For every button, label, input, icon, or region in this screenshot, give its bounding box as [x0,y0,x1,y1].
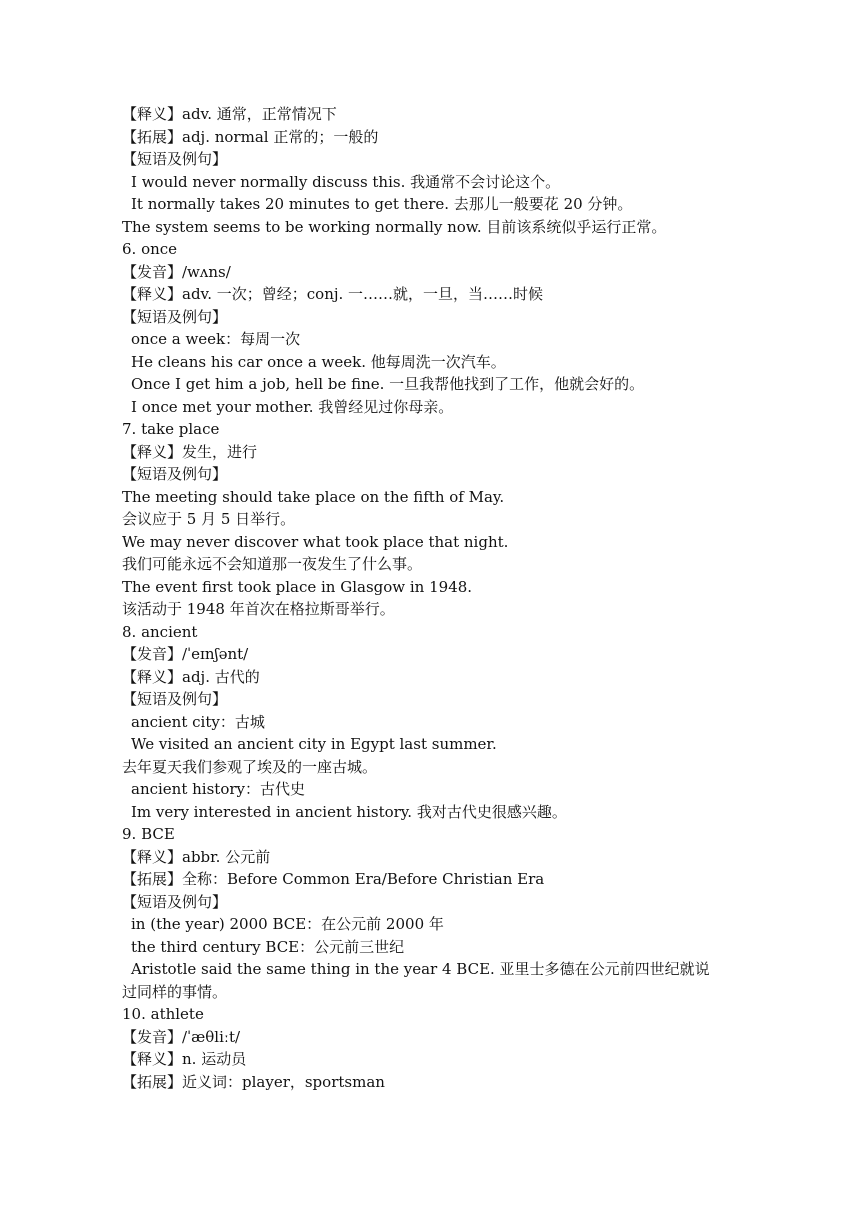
text-line: 【释义】adv. 通常，正常情况下 [122,105,337,123]
text-line: 【短语及例句】 [122,150,228,168]
text-line: 9. BCE [122,825,175,843]
text-line: 去年夏天我们参观了埃及的一座古城。 [122,757,378,776]
text-line: 会议应于 5 月 5 日举行。 [122,510,296,528]
text-line: The system seems to be working normally now. 目前该系统似乎运行正常。 [122,217,667,236]
text-line: ancient history：古代史 [131,780,305,798]
text-line: 10. athlete [122,1005,204,1023]
text-line: 【拓展】近义词：player，sportsman [122,1072,385,1091]
text-line: 【释义】adj. 古代的 [122,667,260,686]
text-line: 【发音】/wʌns/ [122,262,231,281]
text-line: 过同样的事情。 [122,982,228,1001]
text-line: 【释义】n. 运动员 [122,1050,247,1068]
text-line: 7. take place [122,420,220,438]
text-line: 【拓展】adj. normal 正常的；一般的 [122,127,379,146]
text-line: 【发音】/ˈeɪnʃənt/ [122,645,249,663]
text-line: 该活动于 1948 年首次在格拉斯哥举行。 [122,600,395,618]
text-line: 【短语及例句】 [122,892,228,911]
text-line: ancient city：古城 [131,712,265,731]
text-line: 【拓展】全称：Before Common Era/Before Christian Era [122,870,545,888]
text-line: The event first took place in Glasgow in 1948. [122,577,473,596]
text-line: We visited an ancient city in Egypt last summer. [131,735,497,753]
text-line: It normally takes 20 minutes to get there. 去那儿一般要花 20 分钟。 [131,195,633,213]
text-line: We may never discover what took place that night. [122,532,509,551]
text-line: 8. ancient [122,622,198,641]
text-line: The meeting should take place on the fifth of May. [122,487,505,506]
text-line: 【发音】/ˈæθliːt/ [122,1027,241,1046]
text-line: Once I get him a job, hell be fine. 一旦我帮他找到了工作，他就会好的。 [131,375,645,393]
text-line: I once met your mother. 我曾经见过你母亲。 [131,397,454,416]
text-line: Im very interested in ancient history. 我对古代史很感兴趣。 [131,802,567,821]
text-line: 【释义】发生，进行 [122,442,258,461]
text-line: 【释义】adv. 一次；曾经；conj. 一……就，一旦，当……时候 [122,285,544,303]
text-line: Aristotle said the same thing in the year 4 BCE. 亚里士多德在公元前四世纪就说 [131,960,710,978]
text-line: once a week：每周一次 [131,330,301,348]
text-line: in (the year) 2000 BCE：在公元前 2000 年 [131,915,444,933]
text-line: 【短语及例句】 [122,307,228,326]
text-line: 我们可能永远不会知道那一夜发生了什么事。 [122,555,423,573]
text-line: 【短语及例句】 [122,690,228,708]
text-line: He cleans his car once a week. 他每周洗一次汽车。 [131,352,506,371]
text-line: 6. once [122,240,178,258]
text-line: 【短语及例句】 [122,465,228,483]
text-line: 【释义】abbr. 公元前 [122,847,271,866]
text-line: the third century BCE：公元前三世纪 [131,937,405,956]
text-line: I would never normally discuss this. 我通常不会讨论这个。 [131,172,561,191]
